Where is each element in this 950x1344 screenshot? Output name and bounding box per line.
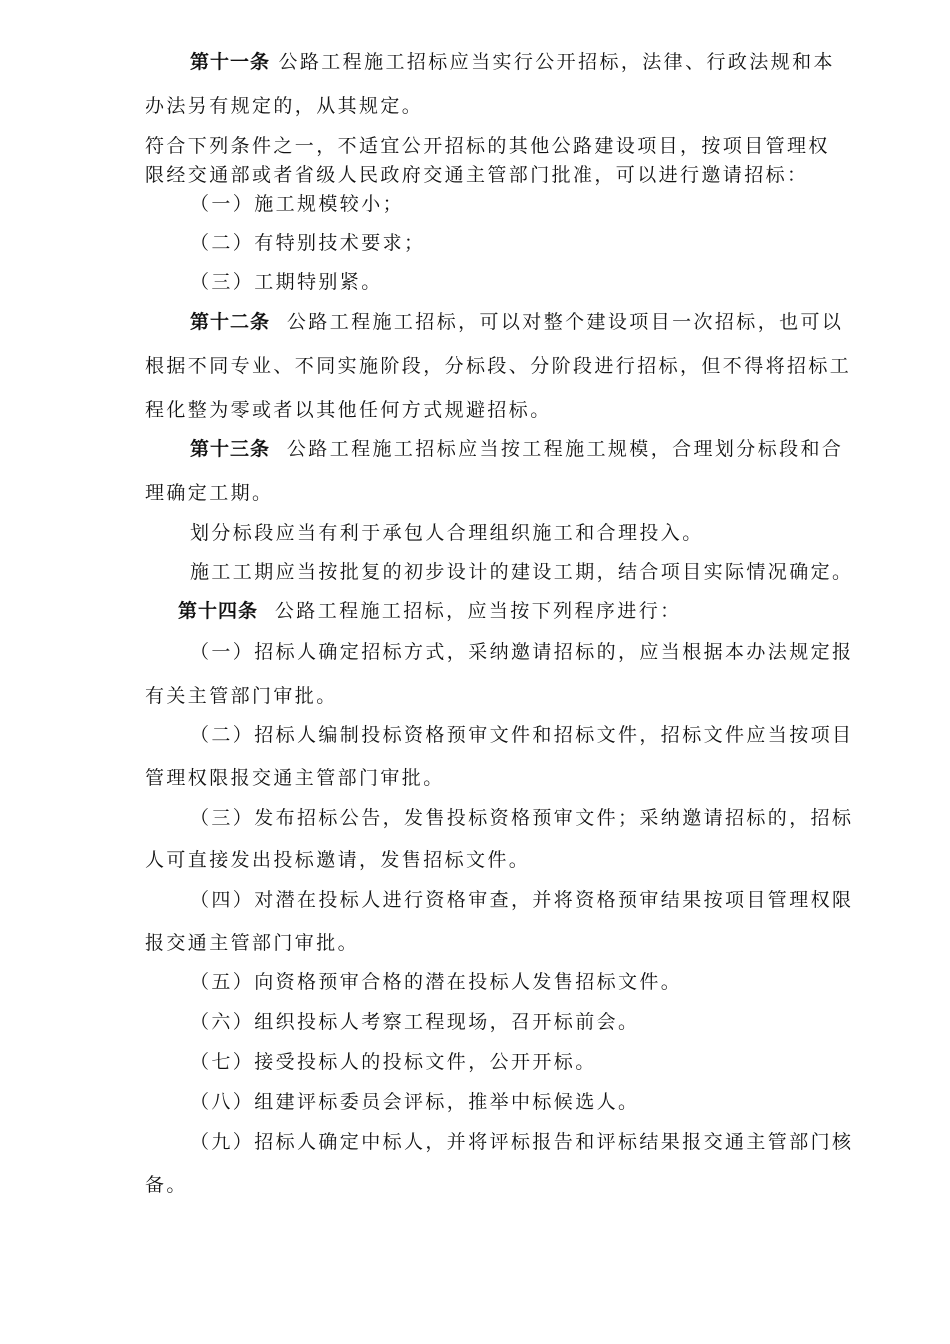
article-12-line-3: 程化整为零或者以其他任何方式规避招标。 (145, 399, 552, 421)
article-13-text-1: 公路工程施工招标应当按工程施工规模，合理划分标段和合 (286, 438, 844, 460)
article-14-step-3-line-2: 人可直接发出投标邀请，发售招标文件。 (145, 849, 531, 871)
article-11-line-1 (190, 50, 835, 74)
article-14-heading: 第十四条 (178, 600, 259, 622)
article-14-step-8: （八）组建评标委员会评标，推举中标候选人。 (190, 1091, 640, 1113)
article-14-step-7: （七）接受投标人的投标文件，公开开标。 (190, 1051, 597, 1073)
article-13-heading: 第十三条 (190, 438, 271, 460)
article-13-para-3: 施工工期应当按批复的初步设计的建设工期，结合项目实际情况确定。 (190, 561, 854, 583)
article-13-line-2: 理确定工期。 (145, 482, 274, 504)
article-14-step-2-line-1: （二）招标人编制投标资格预审文件和招标文件，招标文件应当按项目 (190, 724, 854, 746)
article-14-line-1 (178, 599, 682, 623)
article-14-step-5: （五）向资格预审合格的潜在投标人发售招标文件。 (190, 971, 683, 993)
article-11-text-1: 公路工程施工招标应当实行公开招标，法律、行政法规和本 (278, 51, 835, 73)
article-14-step-9-line-2: 备。 (145, 1174, 188, 1196)
article-12-text-1: 公路工程施工招标，可以对整个建设项目一次招标，也可以 (286, 311, 844, 333)
article-14-step-4-line-1: （四）对潜在投标人进行资格审查，并将资格预审结果按项目管理权限 (190, 889, 854, 911)
article-14-step-2-line-2: 管理权限报交通主管部门审批。 (145, 767, 445, 789)
article-11-para-2-line-1: 符合下列条件之一，不适宜公开招标的其他公路建设项目，按项目管理权 (145, 135, 830, 157)
article-14-step-1-line-2: 有关主管部门审批。 (145, 685, 338, 707)
article-11-item-3: （三）工期特别紧。 (190, 271, 383, 293)
article-13-line-1 (190, 437, 843, 461)
article-11-line-2: 办法另有规定的，从其规定。 (145, 95, 424, 117)
article-14-step-9-line-1: （九）招标人确定中标人，并将评标报告和评标结果报交通主管部门核 (190, 1131, 854, 1153)
article-12-line-2: 根据不同专业、不同实施阶段，分标段、分阶段进行招标，但不得将招标工 (145, 355, 852, 377)
article-11-item-1: （一）施工规模较小； (190, 193, 405, 215)
article-11-item-2: （二）有特别技术要求； (190, 232, 426, 254)
article-12-heading: 第十二条 (190, 311, 271, 333)
article-11-heading: 第十一条 (190, 51, 271, 73)
article-14-text-1: 公路工程施工招标，应当按下列程序进行： (274, 600, 682, 622)
article-12-line-1 (190, 310, 843, 334)
article-14-step-6: （六）组织投标人考察工程现场，召开标前会。 (190, 1011, 640, 1033)
article-14-step-1-line-1: （一）招标人确定招标方式，采纳邀请招标的，应当根据本办法规定报 (190, 641, 854, 663)
article-11-para-2-line-2: 限经交通部或者省级人民政府交通主管部门批准，可以进行邀请招标： (145, 164, 809, 186)
article-14-step-4-line-2: 报交通主管部门审批。 (145, 932, 360, 954)
article-14-step-3-line-1: （三）发布招标公告，发售投标资格预审文件；采纳邀请招标的，招标 (190, 807, 854, 829)
article-13-para-2: 划分标段应当有利于承包人合理组织施工和合理投入。 (190, 522, 704, 544)
